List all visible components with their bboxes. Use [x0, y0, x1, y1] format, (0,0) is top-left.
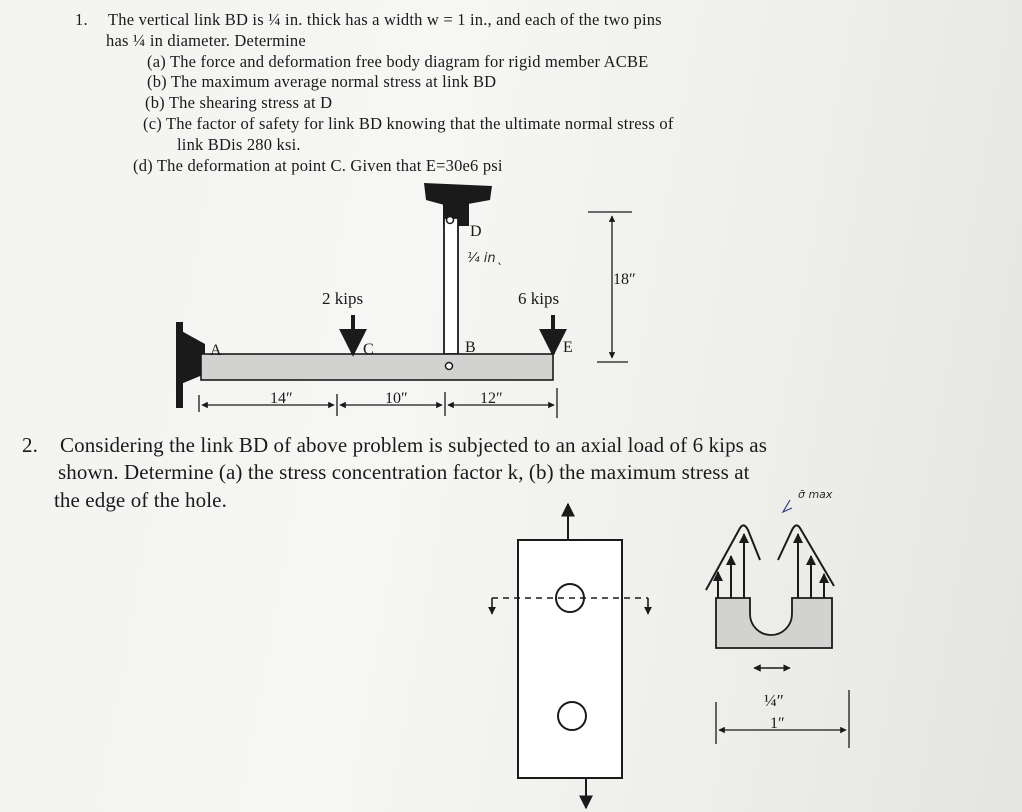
- height-label: 18″: [613, 271, 636, 288]
- pin-b: [446, 363, 453, 370]
- problem1-item-d: (d) The deformation at point C. Given that E=30e6 psi: [133, 156, 503, 175]
- problem1-item-c-cont: link BDis 280 ksi.: [177, 135, 301, 154]
- sigma-max-handwritten: σ̄ max: [798, 488, 833, 501]
- point-b-label: B: [465, 339, 476, 356]
- problem1-item-c: (c) The factor of safety for link BD knowing that the ultimate normal stress of: [143, 114, 674, 133]
- sigma-pointer: [783, 500, 792, 512]
- problem1-line-2: has ¼ in diameter. Determine: [106, 31, 306, 50]
- problem1-item-b: (b) The maximum average normal stress at link BD: [147, 72, 497, 91]
- dim-be-label: 12″: [480, 390, 503, 407]
- dim-cb-label: 10″: [385, 390, 408, 407]
- problem1-line-1: The vertical link BD is ¼ in. thick has a width w = 1 in., and each of the two pins: [108, 10, 662, 29]
- hole-dim-label: ¼″: [764, 691, 784, 710]
- point-e-label: E: [563, 339, 573, 356]
- beam-acbe: [201, 354, 553, 380]
- stress-curve: [706, 525, 834, 590]
- stress-figure: [706, 488, 849, 748]
- problem2-line-1: Considering the link BD of above problem is subjected to an axial load of 6 kips as: [60, 433, 768, 457]
- beam-figure: [176, 183, 636, 418]
- hole-bottom: [558, 702, 586, 730]
- point-c-label: C: [363, 341, 374, 358]
- problem2-line-2: shown. Determine (a) the stress concentration factor k, (b) the maximum stress at: [58, 460, 750, 484]
- thickness-handwritten: ¼ inˎ: [467, 251, 503, 266]
- link-bd: [444, 218, 458, 354]
- link-plate: [518, 540, 622, 778]
- problem2-number: 2.: [22, 433, 38, 457]
- point-a-label: A: [210, 342, 222, 359]
- section-piece: [716, 598, 832, 648]
- load-c-label: 2 kips: [322, 289, 364, 308]
- width-dim-label: 1″: [770, 715, 785, 732]
- point-d-label: D: [470, 223, 482, 240]
- load-e-label: 6 kips: [518, 289, 560, 308]
- problem1-item-a: (a) The force and deformation free body diagram for rigid member ACBE: [147, 52, 649, 71]
- wall-post: [176, 322, 183, 408]
- pin-d: [447, 217, 454, 224]
- problem2-line-3: the edge of the hole.: [54, 488, 227, 512]
- problem1-item-b2: (b) The shearing stress at D: [145, 93, 333, 112]
- link-figure: [492, 504, 648, 808]
- problem1-number: 1.: [75, 10, 88, 29]
- dim-ac-label: 14″: [270, 390, 293, 407]
